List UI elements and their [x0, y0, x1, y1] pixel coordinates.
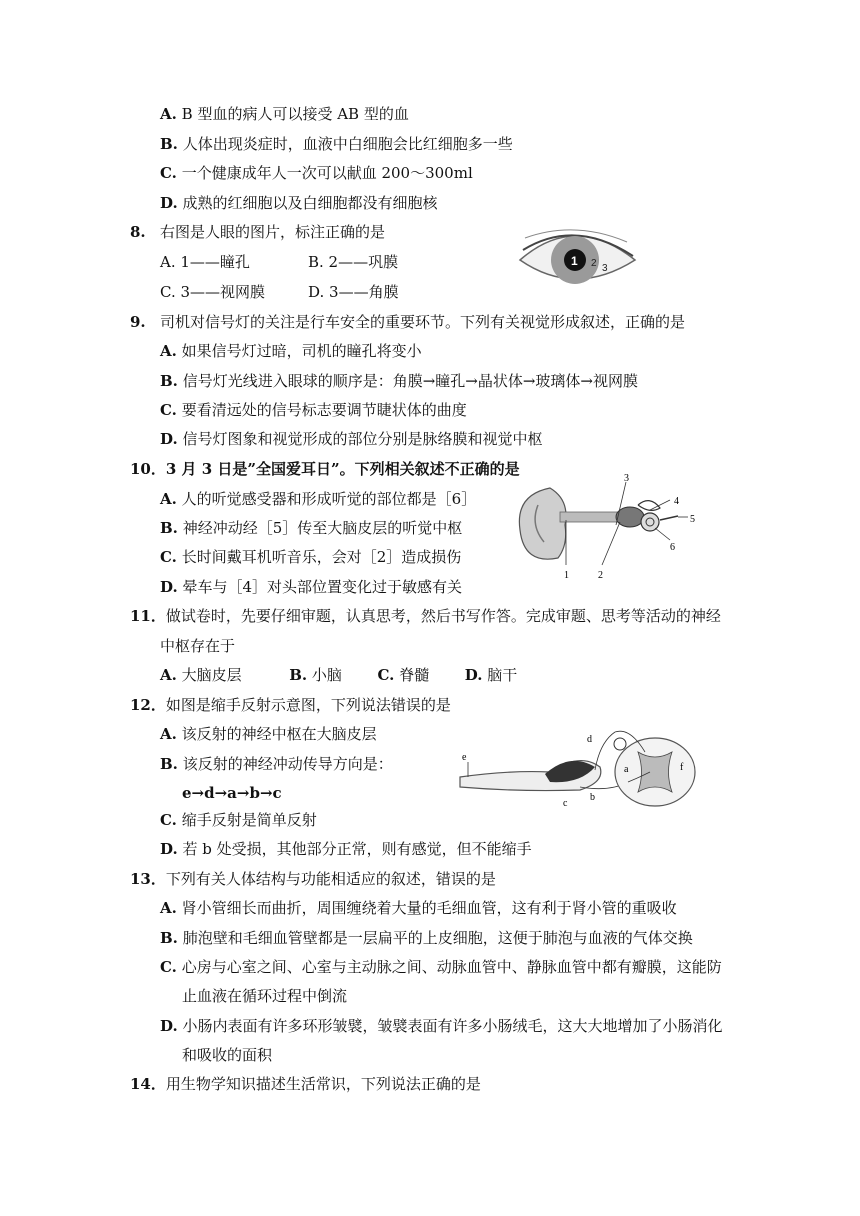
q13-option-b: B. 肺泡壁和毛细血管壁都是一层扁平的上皮细胞，这便于肺泡与血液的气体交换 — [160, 929, 693, 947]
q9-option-b: B. 信号灯光线进入眼球的顺序是：角膜→瞳孔→晶状体→玻璃体→视网膜 — [160, 372, 638, 390]
ear-label-2: 2 — [598, 570, 603, 581]
q12-option-c: C. 缩手反射是简单反射 — [160, 811, 317, 829]
q12-option-a: A. 该反射的神经中枢在大脑皮层 — [160, 725, 377, 743]
q8-options-cd: C. 3——视网膜 D. 3——角膜 — [160, 283, 399, 301]
question-12: 12．如图是缩手反射示意图，下列说法错误的是 — [130, 696, 451, 714]
ear-label-4: 4 — [674, 496, 679, 507]
semicircular-canals — [638, 501, 660, 511]
q9-option-a: A. 如果信号灯过暗，司机的瞳孔将变小 — [160, 342, 422, 360]
ear-figure — [510, 470, 710, 582]
eye-figure — [515, 220, 640, 290]
q13-option-d-cont: 和吸收的面积 — [182, 1046, 273, 1064]
reflex-label-e: e — [462, 752, 467, 763]
reflex-label-b: b — [590, 792, 595, 803]
reflex-label-d: d — [587, 734, 592, 745]
q11-options: A. 大脑皮层 B. 小脑 C. 脊髓 D. 脑干 — [160, 666, 518, 684]
question-13: 13．下列有关人体结构与功能相适应的叙述，错误的是 — [130, 870, 496, 888]
q10-option-c: C. 长时间戴耳机听音乐，会对［2］造成损伤 — [160, 548, 462, 566]
q9-option-d: D. 信号灯图象和视觉形成的部位分别是脉络膜和视觉中枢 — [160, 430, 543, 448]
ear-label-1: 1 — [564, 570, 569, 581]
q13-option-c: C. 心房与心室之间、心室与主动脉之间、动脉血管中、静脉血管中都有瓣膜，这能防 — [160, 958, 722, 976]
option-line: A. B 型血的病人可以接受 AB 型的血 — [160, 105, 409, 123]
q12-option-b: B. 该反射的神经冲动传导方向是： — [160, 755, 393, 773]
q10-option-d: D. 晕车与［4］对头部位置变化过于敏感有关 — [160, 578, 463, 596]
outer-ear — [519, 488, 566, 559]
q9-option-c: C. 要看清远处的信号标志要调节睫状体的曲度 — [160, 401, 467, 419]
option-line: B. 人体出现炎症时，血液中白细胞会比红细胞多一些 — [160, 135, 513, 153]
option-line: C. 一个健康成年人一次可以献血 200～300ml — [160, 164, 473, 182]
ear-label-5: 5 — [690, 514, 695, 525]
q12-option-d: D. 若 b 处受损，其他部分正常，则有感觉，但不能缩手 — [160, 840, 532, 858]
eye-label-1: 1 — [571, 254, 578, 268]
cochlea — [641, 513, 659, 531]
question-8: 8. 右图是人眼的图片，标注正确的是 — [130, 223, 385, 241]
q13-option-a: A. 肾小管细长而曲折，周围缠绕着大量的毛细血管，这有利于肾小管的重吸收 — [160, 899, 677, 917]
question-11: 11．做试卷时，先要仔细审题，认真思考，然后书写作答。完成审题、思考等活动的神经 — [130, 607, 721, 625]
reflex-label-f: f — [680, 762, 684, 773]
gray-matter — [638, 752, 672, 792]
q13-option-c-cont: 止血液在循环过程中倒流 — [182, 987, 348, 1005]
q13-option-d: D. 小肠内表面有许多环形皱襞，皱襞表面有许多小肠绒毛，这大大地增加了小肠消化 — [160, 1017, 723, 1035]
middle-ear — [616, 507, 644, 527]
reflex-label-c: c — [563, 798, 568, 809]
eye-label-2: 2 — [591, 258, 597, 269]
eye-label-3: 3 — [602, 263, 608, 274]
reflex-arc-figure — [450, 722, 700, 812]
reflex-label-a: a — [624, 764, 629, 775]
q12-option-b-cont: e→d→a→b→c — [182, 784, 282, 802]
question-9: 9. 司机对信号灯的关注是行车安全的重要环节。下列有关视觉形成叙述，正确的是 — [130, 313, 685, 331]
q10-option-a: A. 人的听觉感受器和形成听觉的部位都是［6］ — [160, 490, 477, 508]
question-11-cont: 中枢存在于 — [160, 637, 236, 655]
ear-label-6: 6 — [670, 542, 675, 553]
question-10: 10．3 月 3 日是”全国爱耳日”。下列相关叙述不正确的是 — [130, 460, 520, 478]
q8-options-ab: A. 1——瞳孔 B. 2——巩膜 — [160, 253, 399, 271]
option-line: D. 成熟的红细胞以及白细胞都没有细胞核 — [160, 194, 438, 212]
ear-label-3: 3 — [624, 473, 629, 484]
ear-canal — [560, 512, 625, 522]
question-14: 14．用生物学知识描述生活常识，下列说法正确的是 — [130, 1075, 481, 1093]
q10-option-b: B. 神经冲动经［5］传至大脑皮层的听觉中枢 — [160, 519, 463, 537]
